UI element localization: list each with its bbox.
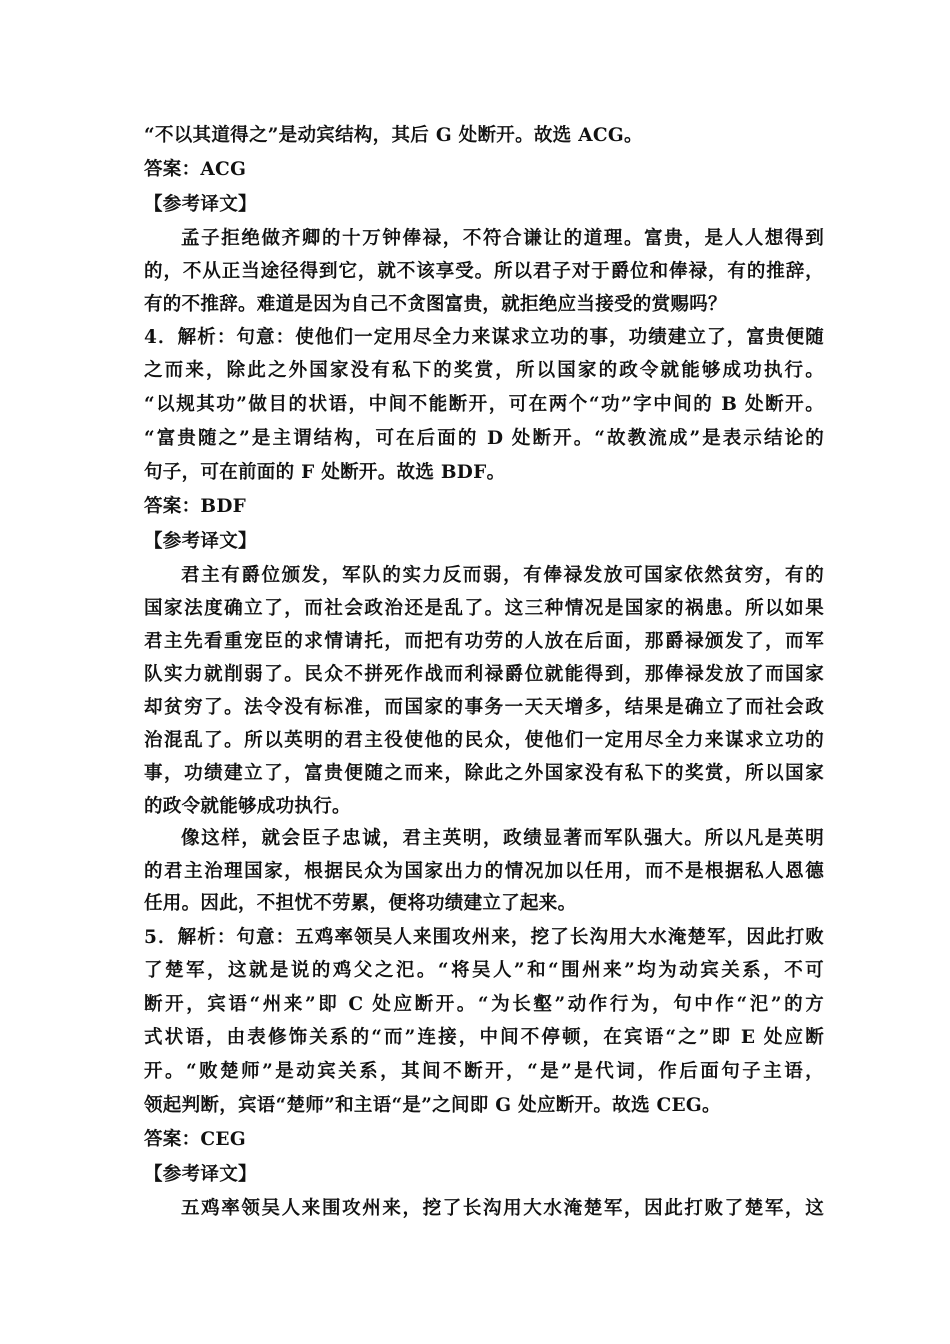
translation-4-line-1: 君主有爵位颁发，军队的实力反而弱，有俸禄发放可国家依然贫穷，有的 [181,565,824,586]
answer-5: 答案：CEG [144,1129,246,1150]
translation-4-line-2: 国家法度确立了，而社会政治还是乱了。这三种情况是国家的祸患。所以如果 [144,598,824,619]
analysis-3-end: “不以其道得之”是动宾结构，其后 G 处断开。故选 ACG。 [144,125,643,146]
analysis-4-line-5: 句子，可在前面的 F 处断开。故选 BDF。 [144,462,506,483]
analysis-5-line-4: 式状语，由表修饰关系的“而”连接，中间不停顿，在宾语“之”即 E 处应断 [144,1027,824,1048]
analysis-5-line-2: 了楚军，这就是说的鸡父之汜。“将吴人”和“围州来”均为动宾关系，不可 [144,960,824,981]
translation-4-line-11: 任用。因此，不担忧不劳累，便将功绩建立了起来。 [144,893,577,914]
translation-4-line-10: 的君主治理国家，根据民众为国家出力的情况加以任用，而不是根据私人恩德 [144,861,824,882]
translation-4-line-8: 的政令就能够成功执行。 [144,796,351,817]
translation-3-line-3: 有的不推辞。难道是因为自己不贪图富贵，就拒绝应当接受的赏赐吗？ [144,294,727,315]
translation-4-line-4: 队实力就削弱了。民众不拼死作战而利禄爵位就能得到，那俸禄发放了而国家 [144,664,824,685]
translation-4-line-7: 事，功绩建立了，富贵便随之而来，除此之外国家没有私下的奖赏，所以国家 [144,763,824,784]
translation-3-line-1: 孟子拒绝做齐卿的十万钟俸禄，不符合谦让的道理。富贵，是人人想得到 [181,228,824,249]
analysis-4-line-3: “以规其功”做目的状语，中间不能断开，可在两个“功”字中间的 B 处断开。 [144,394,824,415]
translation-heading-5: 【参考译文】 [144,1164,257,1185]
translation-heading-4: 【参考译文】 [144,531,257,552]
answer-4: 答案：BDF [144,496,247,517]
analysis-4-line-1: 4．解析：句意：使他们一定用尽全力来谋求立功的事，功绩建立了，富贵便随 [144,327,824,348]
translation-4-line-9: 像这样，就会臣子忠诚，君主英明，政绩显著而军队强大。所以凡是英明 [181,828,824,849]
translation-4-line-5: 却贫穷了。法令没有标准，而国家的事务一天天增多，结果是确立了而社会政 [144,697,824,718]
translation-5-line-1: 五鸡率领吴人来围攻州来，挖了长沟用大水淹楚军，因此打败了楚军，这 [181,1198,824,1219]
answer-3: 答案：ACG [144,159,247,180]
analysis-4-line-4: “富贵随之”是主谓结构，可在后面的 D 处断开。“故教流成”是表示结论的 [144,428,824,449]
analysis-4-line-2: 之而来，除此之外国家没有私下的奖赏，所以国家的政令就能够成功执行。 [144,360,824,381]
analysis-5-line-1: 5．解析：句意：五鸡率领吴人来围攻州来，挖了长沟用大水淹楚军，因此打败 [144,927,824,948]
analysis-5-line-6: 领起判断，宾语“楚师”和主语“是”之间即 G 处应断开。故选 CEG。 [144,1095,721,1116]
translation-heading-3: 【参考译文】 [144,194,257,215]
analysis-5-line-5: 开。“败楚师”是动宾关系，其间不断开，“是”是代词，作后面句子主语， [144,1061,824,1082]
translation-3-line-2: 的，不从正当途径得到它，就不该享受。所以君子对于爵位和俸禄，有的推辞， [144,261,824,282]
analysis-5-line-3: 断开，宾语“州来”即 C 处应断开。“为长壑”动作行为，句中作“汜”的方 [144,994,824,1015]
translation-4-line-3: 君主先看重宠臣的求情请托，而把有功劳的人放在后面，那爵禄颁发了，而军 [144,631,824,652]
translation-4-line-6: 治混乱了。所以英明的君主役使他的民众，使他们一定用尽全力来谋求立功的 [144,730,824,751]
